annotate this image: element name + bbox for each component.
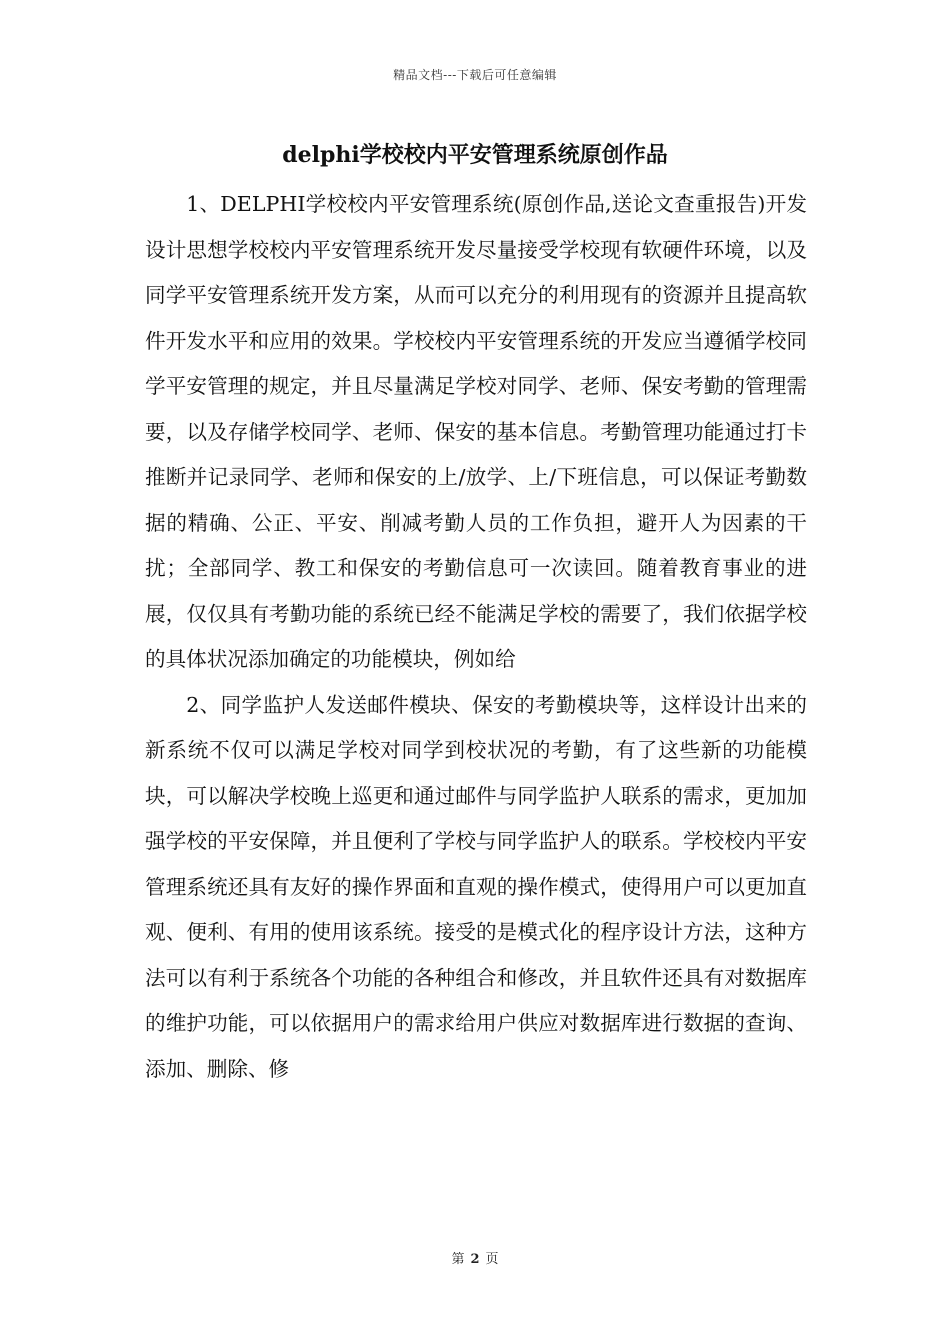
document-body <box>145 182 807 1092</box>
page-number-prefix: 第 <box>451 1252 465 1267</box>
paragraph-2: 2、同学监护人发送邮件模块、保安的考勤模块等，这样设计出来的新系统不仅可以满足学校对同学到校状况的考勤，有了这些新的功能模块，可以解决学校晚上巡更和通过邮件与同学监护人联系的需求，更加加强学校的平安保障，并且便利了学校与同学监护人的联系。学校校内平安管理系统还具有友好的操作界面和直观的操作模式，使得用户可以更加直观、便利、有用的使用该系统。接受的是模式化的程序设计方法，这种方法可以有利于系统各个功能的各种组合和修改，并且软件还具有对数据库的维护功能，可以依据用户的需求给用户供应对数据库进行数据的查询、添加、删除、修 <box>145 692 807 1081</box>
page-footer <box>0 1248 950 1267</box>
document-title: delphi学校校内平安管理系统原创作品 <box>282 142 668 168</box>
page-number: 2 <box>470 1252 480 1267</box>
paragraph-1: 1、DELPHI学校校内平安管理系统(原创作品,送论文查重报告)开发设计思想学校校内平安管理系统开发尽量接受学校现有软硬件环境，以及同学平安管理系统开发方案，从而可以充分的利用现有的资源并且提高软件开发水平和应用的效果。学校校内平安管理系统的开发应当遵循学校同学平安管理的规定，并且尽量满足学校对同学、老师、保安考勤的管理需要，以及存储学校同学、老师、保安的基本信息。考勤管理功能通过打卡推断并记录同学、老师和保安的上/放学、上/下班信息，可以保证考勤数据的精确、公正、平安、削减考勤人员的工作负担，避开人为因素的干扰；全部同学、教工和保安的考勤信息可一次读回。随着教育事业的进展，仅仅具有考勤功能的系统已经不能满足学校的需要了，我们依据学校的具体状况添加确定的功能模块，例如给 <box>145 192 807 671</box>
page-number-suffix: 页 <box>485 1252 499 1267</box>
page-header: 精品文档---下载后可任意编辑 <box>393 68 557 82</box>
